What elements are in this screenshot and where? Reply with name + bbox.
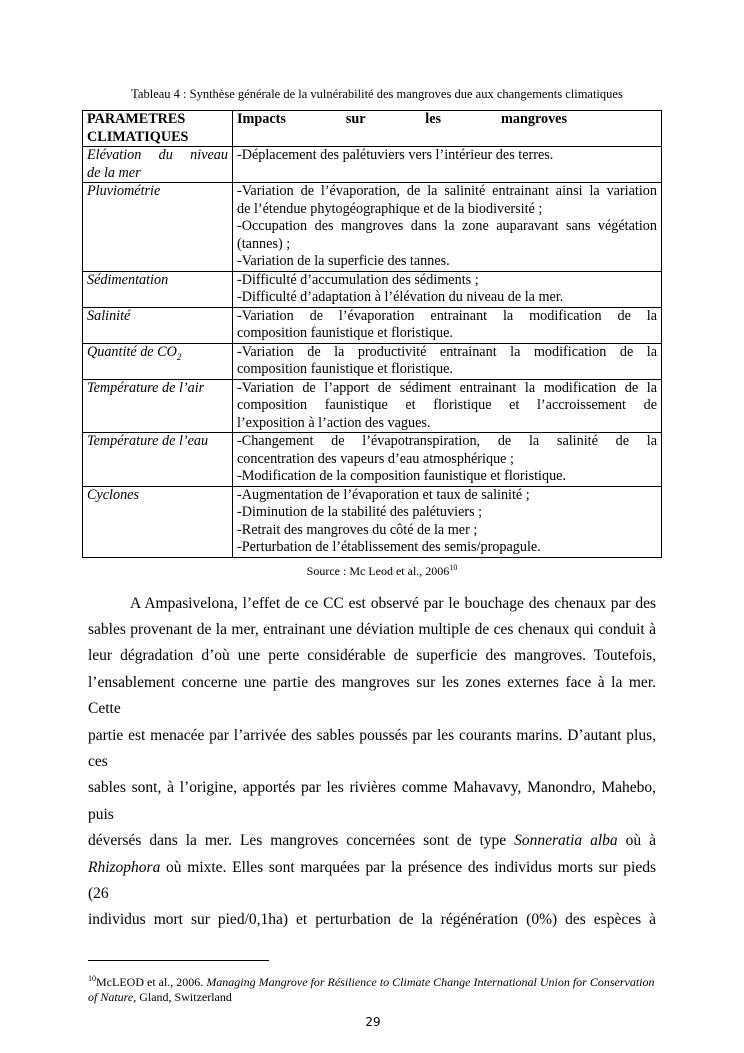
impact-line: -Variation de l’évaporation, de la salinité entrainant ainsi la variation	[237, 183, 657, 199]
table-row	[83, 183, 662, 272]
paragraph-line	[88, 907, 656, 933]
impact-line: -Diminution de la stabilité des palétuviers ;	[237, 504, 483, 520]
impacts-cell	[233, 271, 662, 307]
text-segment: Sonneratia alba	[514, 832, 618, 850]
impact-line: composition faunistique et floristique.	[237, 361, 453, 377]
impacts-cell	[233, 307, 662, 343]
parameter-name: de la mer	[87, 164, 141, 181]
parameter-name: Température de l’eau	[87, 433, 209, 449]
impacts-cell	[233, 379, 662, 433]
text-segment: individus mort sur pied/0,1ha) et perturbation de la régénération (0%) des espèces à	[88, 911, 656, 929]
impacts-cell	[233, 183, 662, 272]
impact-line: -Changement de l’évapotranspiration, de la salinité de la	[237, 433, 657, 449]
impact-line: -Modification de la composition faunistique et floristique.	[237, 468, 567, 484]
impact-line: -Variation de la productivité entrainant la modification de la	[237, 343, 657, 360]
impact-line: composition faunistique et floristique et l’accroissement de	[237, 397, 657, 413]
impact-line: -Variation de l’évaporation entrainant la modification de la	[237, 307, 657, 324]
table-header-row	[83, 111, 662, 147]
impacts-cell	[233, 343, 662, 379]
impact-line: -Retrait des mangroves du côté de la mer ;	[237, 521, 478, 538]
table-source	[0, 563, 744, 579]
text-segment: où à	[617, 832, 656, 850]
parameter-name	[87, 344, 228, 362]
table-row	[83, 271, 662, 307]
impacts-cell	[233, 433, 662, 487]
text-segment: où mixte. Elles sont marquées par la présence des individus morts sur pieds (26	[88, 858, 656, 902]
header-impacts	[233, 111, 662, 147]
table-row	[83, 307, 662, 343]
footnote	[88, 975, 658, 1005]
table-row	[83, 147, 662, 183]
parameter-name-text: Quantité de CO	[87, 343, 177, 360]
text-segment: Rhizophora	[88, 858, 161, 876]
footnote-authors: McLEOD et al., 2006.	[96, 974, 207, 989]
footnote-ref[interactable]: 10	[449, 562, 458, 572]
paragraph-line	[88, 828, 656, 854]
parameter-name: Pluviométrie	[87, 183, 161, 199]
subscript: 2	[176, 351, 182, 362]
parameter-cell	[83, 183, 233, 272]
impacts-cell	[233, 486, 662, 557]
impact-line: -Variation de la superficie des tannes.	[237, 253, 450, 269]
table-caption: Tableau 4 : Synthèse générale de la vulnérabilité des mangroves due aux changements climatiques	[131, 87, 623, 101]
parameter-name: Sédimentation	[87, 271, 169, 288]
impact-line: (tannes) ;	[237, 235, 291, 252]
impact-line: concentration des vapeurs d’eau atmosphérique ;	[237, 450, 514, 467]
paragraph-line	[88, 643, 656, 669]
impact-line: -Difficulté d’accumulation des sédiments ;	[237, 271, 479, 288]
paragraph-line	[88, 775, 656, 828]
paragraph-line	[88, 617, 656, 643]
parameter-cell	[83, 307, 233, 343]
page-number: 29	[365, 1014, 381, 1029]
text-segment: sables sont, à l’origine, apportés par les rivières comme Mahavavy, Manondro, Mahebo, puis	[88, 779, 656, 823]
text-segment: partie est menacée par l’arrivée des sables poussés par les courants marins. D’autant plus, ces	[88, 726, 656, 770]
impact-line: l’exposition à l’action des vagues.	[237, 414, 431, 431]
text-segment: leur dégradation d’où une perte considérable de superficie des mangroves. Toutefois,	[88, 647, 656, 665]
table-row	[83, 486, 662, 557]
parameter-name: Salinité	[87, 307, 131, 324]
source-text: Source : Mc Leod et al., 2006	[306, 563, 450, 578]
paragraph-line	[88, 670, 656, 723]
text-segment: déversés dans la mer. Les mangroves concernées sont de type	[88, 832, 515, 850]
parameter-cell	[83, 379, 233, 433]
vulnerability-table	[82, 110, 662, 558]
footnote-title: Managing Mangrove for Résilience to Climate Change International Union for Conservation of Nature,	[88, 974, 655, 1004]
parameter-cell	[83, 433, 233, 487]
parameter-cell	[83, 271, 233, 307]
footnote-place: Gland, Switzerland	[136, 989, 232, 1004]
header-param-line: CLIMATIQUES	[87, 128, 189, 145]
header-param-line: PARAMETRES	[87, 111, 186, 127]
body-paragraph	[88, 591, 656, 934]
parameter-name: Elévation du niveau	[87, 147, 228, 163]
footnote-number: 10	[88, 973, 96, 983]
impact-line: -Variation de l’apport de sédiment entrainant la modification de la	[237, 379, 657, 396]
table-row	[83, 343, 662, 379]
parameter-name: Cyclones	[87, 486, 140, 503]
impact-line: -Déplacement des palétuviers vers l’intérieur des terres.	[237, 147, 554, 163]
impact-line: composition faunistique et floristique.	[237, 325, 453, 341]
paragraph-line	[88, 855, 656, 908]
footnote-separator	[88, 960, 269, 961]
header-parameters	[83, 111, 233, 147]
header-impact-label: Impacts sur les mangroves	[237, 111, 567, 127]
impact-line: -Occupation des mangroves dans la zone auparavant sans végétation	[237, 218, 657, 234]
impact-line: -Augmentation de l’évaporation et taux de salinité ;	[237, 486, 530, 503]
impact-line: -Difficulté d’adaptation à l’élévation du niveau de la mer.	[237, 289, 564, 305]
impact-line: de l’étendue phytogéographique et de la biodiversité ;	[237, 200, 543, 217]
text-segment: sables provenant de la mer, entrainant une déviation multiple de ces chenaux qui conduit à	[88, 620, 656, 638]
table-row	[83, 433, 662, 487]
paragraph-line	[88, 591, 656, 617]
impact-line: -Perturbation de l’établissement des semis/propagule.	[237, 539, 541, 555]
parameter-cell	[83, 147, 233, 183]
text-segment: A Ampasivelona, l’effet de ce CC est observé par le bouchage des chenaux par des	[130, 594, 656, 612]
parameter-cell	[83, 486, 233, 557]
parameter-name: Température de l’air	[87, 379, 205, 396]
table-row	[83, 379, 662, 433]
paragraph-line	[88, 723, 656, 776]
impacts-cell	[233, 147, 662, 183]
parameter-cell	[83, 343, 233, 379]
text-segment: l’ensablement concerne une partie des mangroves sur les zones externes face à la mer. Cette	[88, 673, 656, 718]
